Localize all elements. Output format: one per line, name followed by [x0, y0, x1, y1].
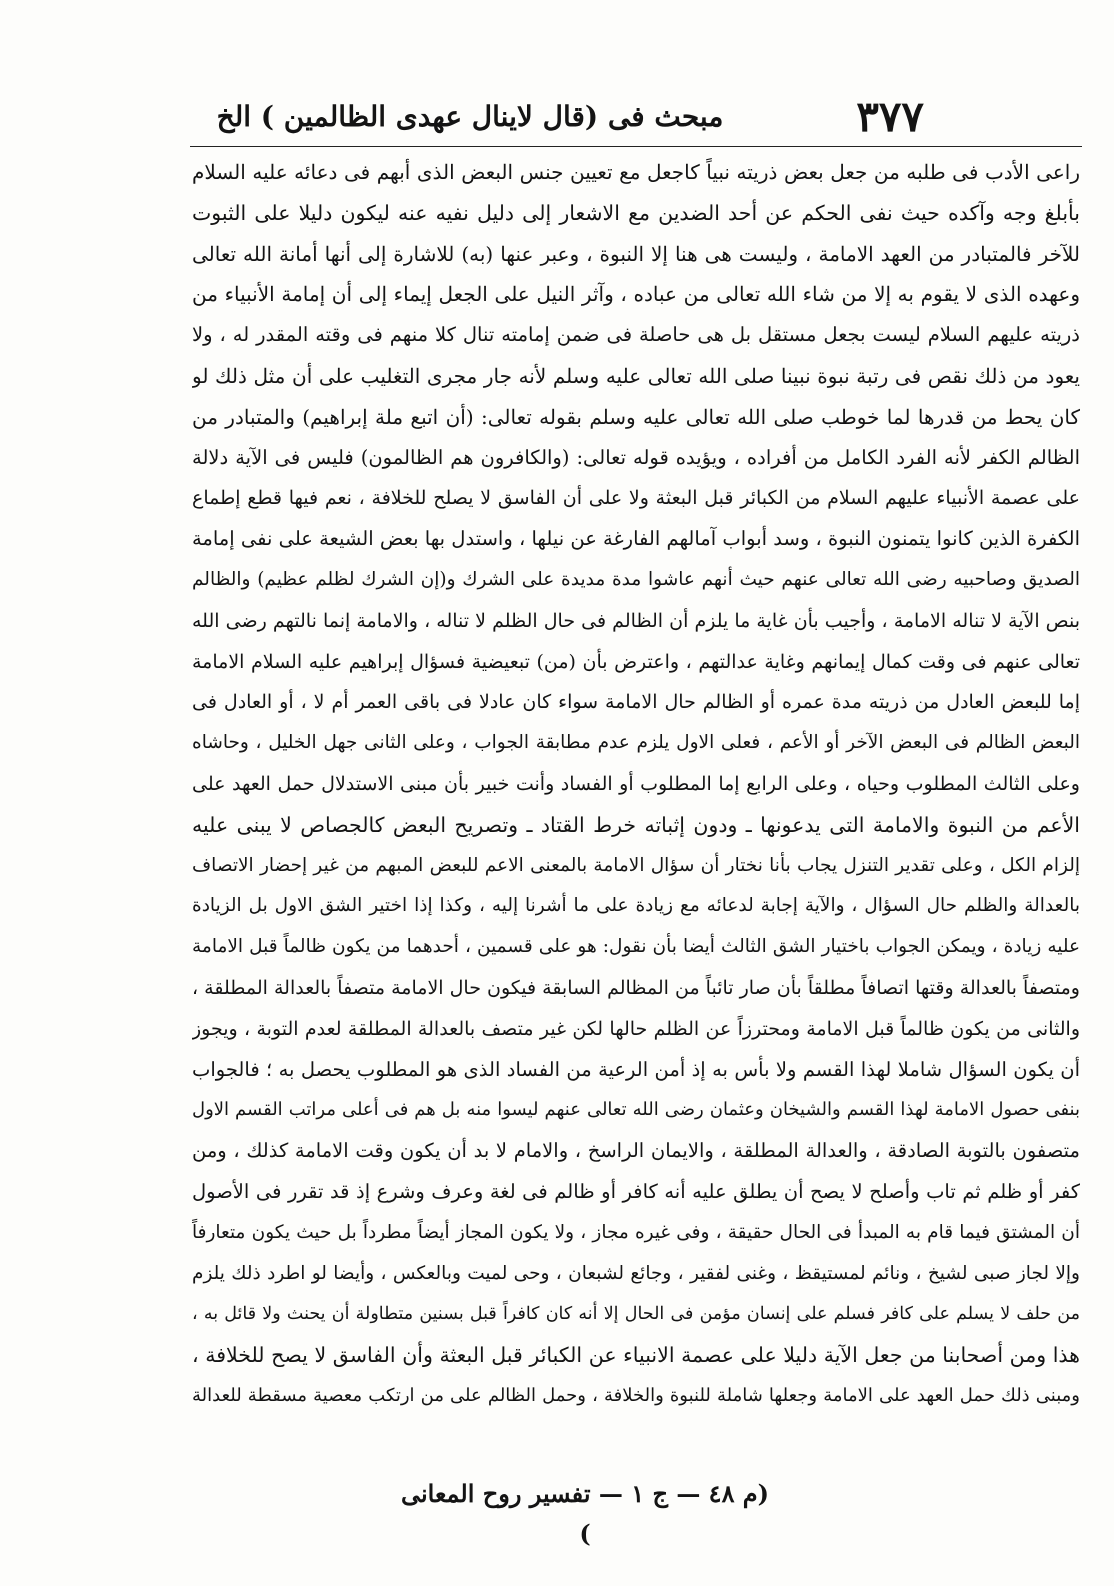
text-line: الظالم الكفر لأنه الفرد الكامل من أفراده ، ويؤيده قوله تعالى: (والكافرون هم الظالمون) فليس فى الآية دلالة — [192, 445, 1080, 469]
text-line: بنفى حصول الامامة لهذا القسم والشيخان وعثمان رضى الله تعالى عنهم ليسوا منه بل هم فى أعلى مراتب القسم الاول — [192, 1099, 1080, 1121]
text-line: ومبنى ذلك حمل العهد على الامامة وجعلها شاملة للنبوة والخلافة ، وحمل الظالم على من ارتكب معصية مسقطة للعدالة — [192, 1384, 1080, 1406]
text-line: عليه زيادة ، ويمكن الجواب باختيار الشق الثالث أيضا بأن نقول: هو على قسمين ، أحدهما من يكون ظالماً قبل الامامة — [192, 936, 1080, 958]
text-line: إما للبعض العادل من ذريته مدة عمره أو الظالم حال الامامة سواء كان عادلا فى باقى العمر أم لا ، أو العادل فى — [192, 691, 1080, 714]
page-number: ٣٧٧ — [856, 92, 924, 141]
text-line: وعلى الثالث المطلوب وحياه ، وعلى الرابع إما المطلوب أو الفساد وأنت خبير بأن مبنى الاستدلال حمل العهد على — [192, 772, 1080, 795]
text-line: والثانى من يكون ظالماً قبل الامامة ومحترزاً عن الظلم حالها لكن غير متصف بالعدالة المطلقة لعدم التوبة ، ويجوز — [192, 1017, 1080, 1040]
running-title: مبحث فى (قال لاينال عهدى الظالمين ) الخ — [216, 100, 724, 133]
text-line: بالعدالة والظلم حال السؤال ، والآية إجابة لدعائه مع زيادة على ما أشرنا إليه ، وكذا إذا اختير الشق الاول بل الزيادة — [192, 895, 1080, 917]
text-line: كفر أو ظلم ثم تاب وأصلح لا يصح أن يطلق عليه أنه كافر أو ظالم فى لغة وعرف وشرع إذ قد تقرر فى الأصول — [192, 1179, 1080, 1203]
header-divider — [190, 146, 1082, 147]
text-line: هذا ومن أصحابنا من جعل الآية دليلا على عصمة الانبياء عن الكبائر قبل البعثة وأن الفاسق لا يصح للخلافة ، — [192, 1343, 1080, 1368]
text-line: الصديق وصاحبيه رضى الله تعالى عنهم حيث أنهم عاشوا مدة مديدة على الشرك و(إن الشرك لظلم عظيم) والظالم — [192, 568, 1080, 590]
body-text — [192, 152, 1080, 1417]
text-line: متصفون بالتوبة الصادقة ، والعدالة المطلقة ، والايمان الراسخ ، والامام لا بد أن يكون وقت الامامة كذلك ، ومن — [192, 1139, 1080, 1163]
text-line: الأعم من النبوة والامامة التى يدعونها ـ ودون إثباته خرط القتاد ـ وتصريح البعض كالجصاص لا يبنى عليه — [192, 812, 1080, 837]
text-line: ومتصفاً بالعدالة وقتها اتصافاً مطلقاً بأن صار تائباً من المظالم السابقة فيكون حال الامامة متصفاً بالعدالة المطلقة ، — [192, 976, 1080, 999]
text-line: أن المشتق فيما قام به المبدأ فى الحال حقيقة ، وفى غيره مجاز ، ولا يكون المجاز أيضاً مطرداً بل حيث يكون متعارفاً — [192, 1221, 1080, 1243]
page-header — [210, 92, 924, 146]
text-line: تعالى عنهم فى وقت كمال إيمانهم وغاية عدالتهم ، واعترض بأن (من) تبعيضية فسؤال إبراهيم عليه السلام الامامة — [192, 650, 1080, 673]
text-line: البعض الظالم فى البعض الآخر أو الأعم ، فعلى الاول يلزم عدم مطابقة الجواب ، وعلى الثانى جهل الخليل ، وحاشاه — [192, 732, 1080, 754]
text-line: بنص الآية لا تناله الامامة ، وأجيب بأن غاية ما يلزم أن الظالم فى حال الظلم لا تناله ، والامامة إنما نالتهم رضى الله — [192, 609, 1080, 632]
text-line: على عصمة الأنبياء عليهم السلام من الكبائر قبل البعثة ولا على أن الفاسق لا يصلح للخلافة ، نعم فيها قطع إطماع — [192, 487, 1080, 510]
text-line: إلزام الكل ، وعلى تقدير التنزل يجاب بأنا نختار أن سؤال الامامة بالمعنى الاعم للبعض المبهم من غير إحضار الاتصاف — [192, 854, 1080, 876]
text-line: الكفرة الذين كانوا يتمنون النبوة ، وسد أبواب آمالهم الفارغة عن نيلها ، واستدل بها بعض الشيعة على نفى إمامة — [192, 527, 1080, 551]
text-line: من حلف لا يسلم على كافر فسلم على إنسان مؤمن فى الحال إلا أنه كان كافراً قبل بسنين متطاولة أن يحنث ولا قائل به ، — [192, 1304, 1080, 1325]
text-line: بأبلغ وجه وآكده حيث نفى الحكم عن أحد الضدين مع الاشعار إلى دليل نفيه عنه ليكون دليلا على الثبوت — [192, 200, 1080, 225]
text-line: ذريته عليهم السلام ليست بجعل مستقل بل هى حاصلة فى ضمن إمامته تنال كلا منهم فى وقته المقدر له ، ولا — [192, 323, 1080, 347]
text-line: وعهده الذى لا يقوم به إلا من شاء الله تعالى من عباده ، وآثر النيل على الجعل إيماء إلى أن إمامة الأنبياء من — [192, 282, 1080, 307]
text-line: للآخر فالمتبادر من العهد الامامة ، وليست هى هنا إلا النبوة ، وعبر عنها (به) للاشارة إلى أنها أمانة الله تعالى — [192, 241, 1080, 266]
text-line: كان يحط من قدرها لما خوطب صلى الله تعالى عليه وسلم بقوله تعالى: (أن اتبع ملة إبراهيم) والمتبادر من — [192, 404, 1080, 429]
text-line: يعود من ذلك نقص فى رتبة نبوة نبينا صلى الله تعالى عليه وسلم لأنه جار مجرى التغليب على أن مثل ذلك لو — [192, 363, 1080, 388]
text-line: أن يكون السؤال شاملا لهذا القسم ولا بأس به إذ أمن الرعية من الفساد الذى هو المطلوب يحصل به ؛ فالجواب — [192, 1057, 1080, 1081]
text-line: راعى الأدب فى طلبه من جعل بعض ذريته نبياً كاجعل مع تعيين جنس البعض الذى أبهم فى دعائه عليه السلام — [192, 160, 1080, 184]
text-line: وإلا لجاز صبى لشيخ ، ونائم لمستيقظ ، وغنى لفقير ، وجائع لشبعان ، وحى لميت وبالعكس ، وأيضا لو اطرد ذلك يلزم — [192, 1262, 1080, 1284]
page-footer: (م ٤٨ — ج ١ — تفسير روح المعانى ) — [400, 1479, 770, 1548]
